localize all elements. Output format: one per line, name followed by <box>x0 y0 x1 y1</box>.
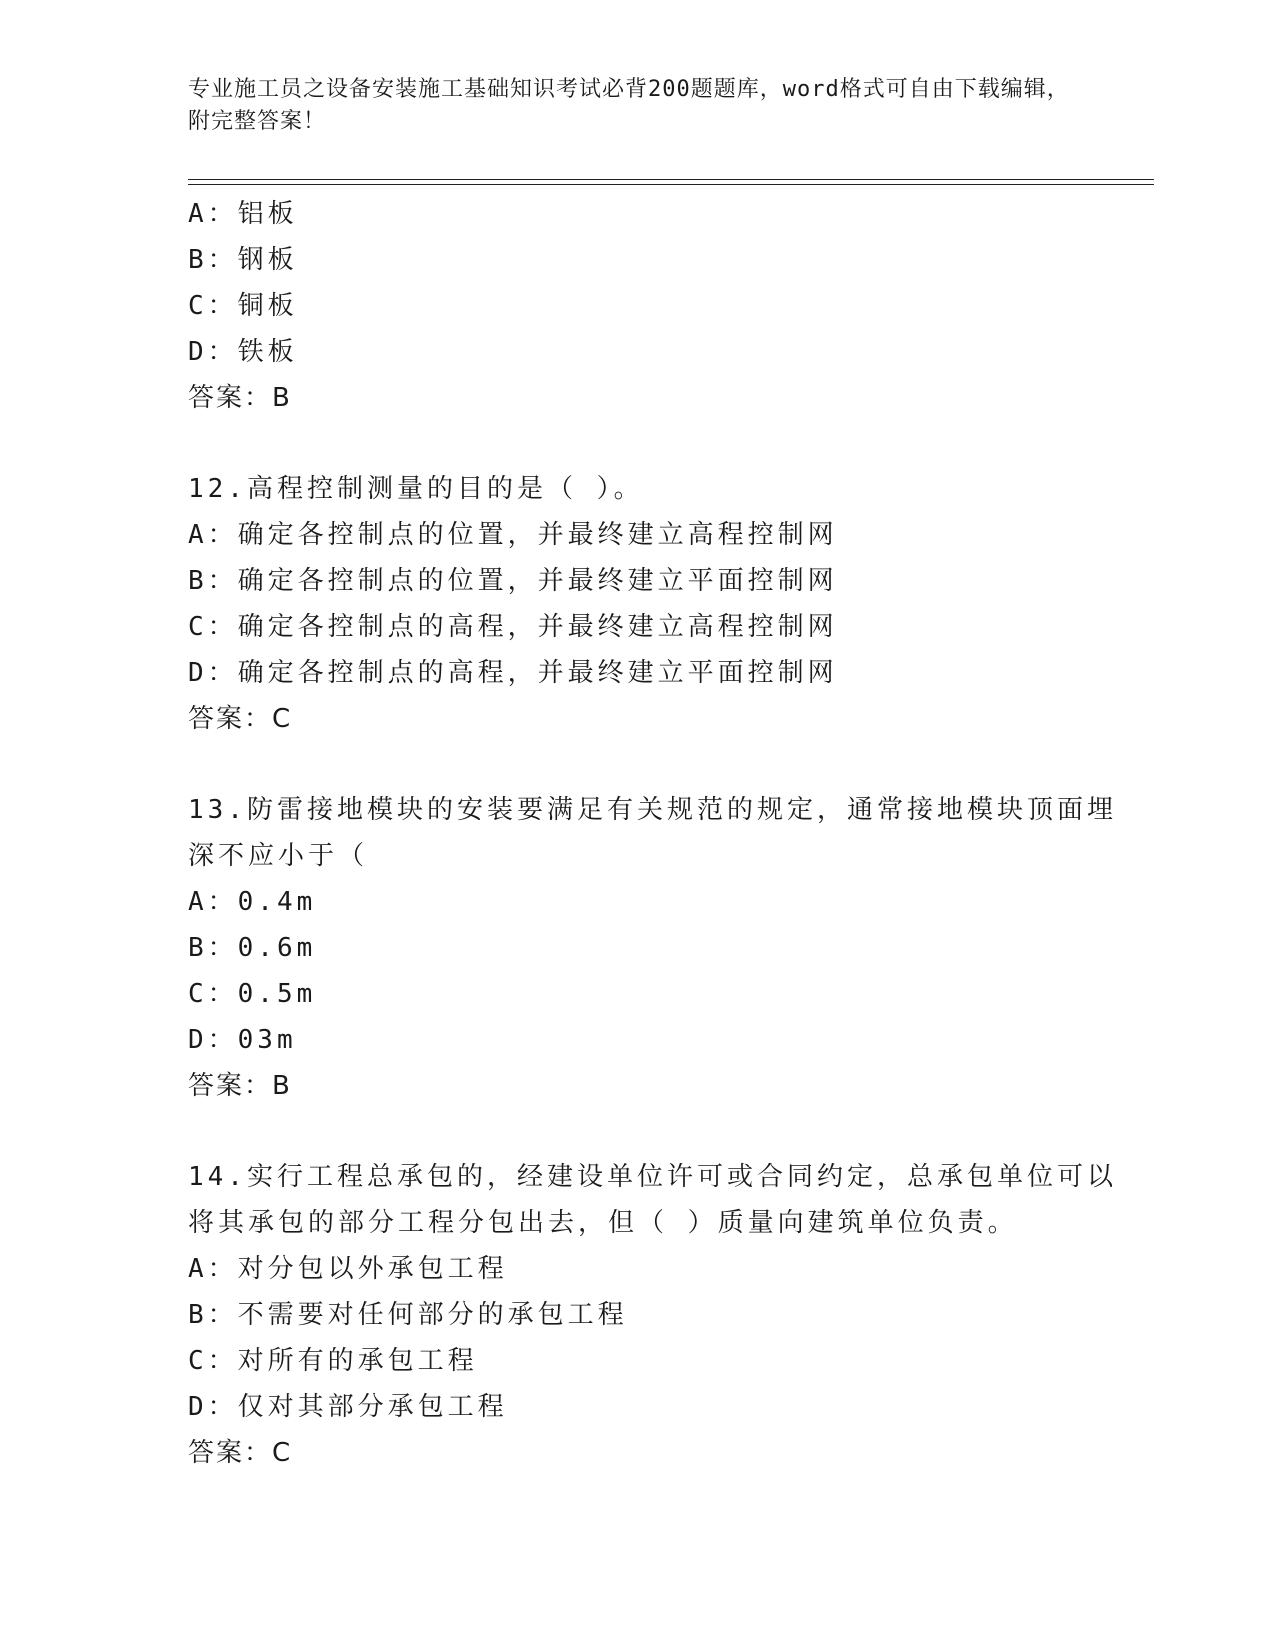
question-title-line-2: 深不应小于（ <box>188 841 369 871</box>
option-b: B：0.6m <box>188 933 317 963</box>
option-b: B：不需要对任何部分的承包工程 <box>188 1300 628 1330</box>
answer-label: 答案：C <box>188 704 293 734</box>
option-d: D：03m <box>188 1025 297 1055</box>
question-block-14 <box>188 1154 1117 1476</box>
option-b: B：钢板 <box>188 245 298 275</box>
option-b: B：确定各控制点的位置，并最终建立平面控制网 <box>188 566 838 596</box>
option-d: D：确定各控制点的高程，并最终建立平面控制网 <box>188 658 838 688</box>
question-block-12 <box>188 466 1088 742</box>
question-block-11 <box>188 191 1088 421</box>
answer-label: 答案：B <box>188 383 292 413</box>
option-d: D：铁板 <box>188 337 298 367</box>
question-title-line-1: 14.实行工程总承包的，经建设单位许可或合同约定，总承包单位可以 <box>188 1162 1117 1192</box>
header-divider-top <box>188 179 1154 180</box>
document-header-title: 专业施工员之设备安装施工基础知识考试必背200题题库，word格式可自由下载编辑，附完整答案！ <box>188 77 1070 134</box>
option-a: A：确定各控制点的位置，并最终建立高程控制网 <box>188 520 838 550</box>
header-divider-bottom <box>188 184 1154 185</box>
answer-label: 答案：B <box>188 1071 292 1101</box>
option-c: C：确定各控制点的高程，并最终建立高程控制网 <box>188 612 838 642</box>
option-d: D：仅对其部分承包工程 <box>188 1392 508 1422</box>
option-c: C：铜板 <box>188 291 298 321</box>
question-list <box>188 191 1117 1476</box>
question-title: 12.高程控制测量的目的是（ ）。 <box>188 474 644 504</box>
question-block-13 <box>188 787 1117 1109</box>
option-c: C：对所有的承包工程 <box>188 1346 478 1376</box>
question-title-line-2: 将其承包的部分工程分包出去，但（ ）质量向建筑单位负责。 <box>188 1208 1018 1238</box>
option-c: C：0.5m <box>188 979 317 1009</box>
option-a: A：0.4m <box>188 887 317 917</box>
question-title-line-1: 13.防雷接地模块的安装要满足有关规范的规定，通常接地模块顶面埋 <box>188 795 1117 825</box>
answer-label: 答案：C <box>188 1438 293 1468</box>
option-a: A：铝板 <box>188 199 298 229</box>
option-a: A：对分包以外承包工程 <box>188 1254 508 1284</box>
